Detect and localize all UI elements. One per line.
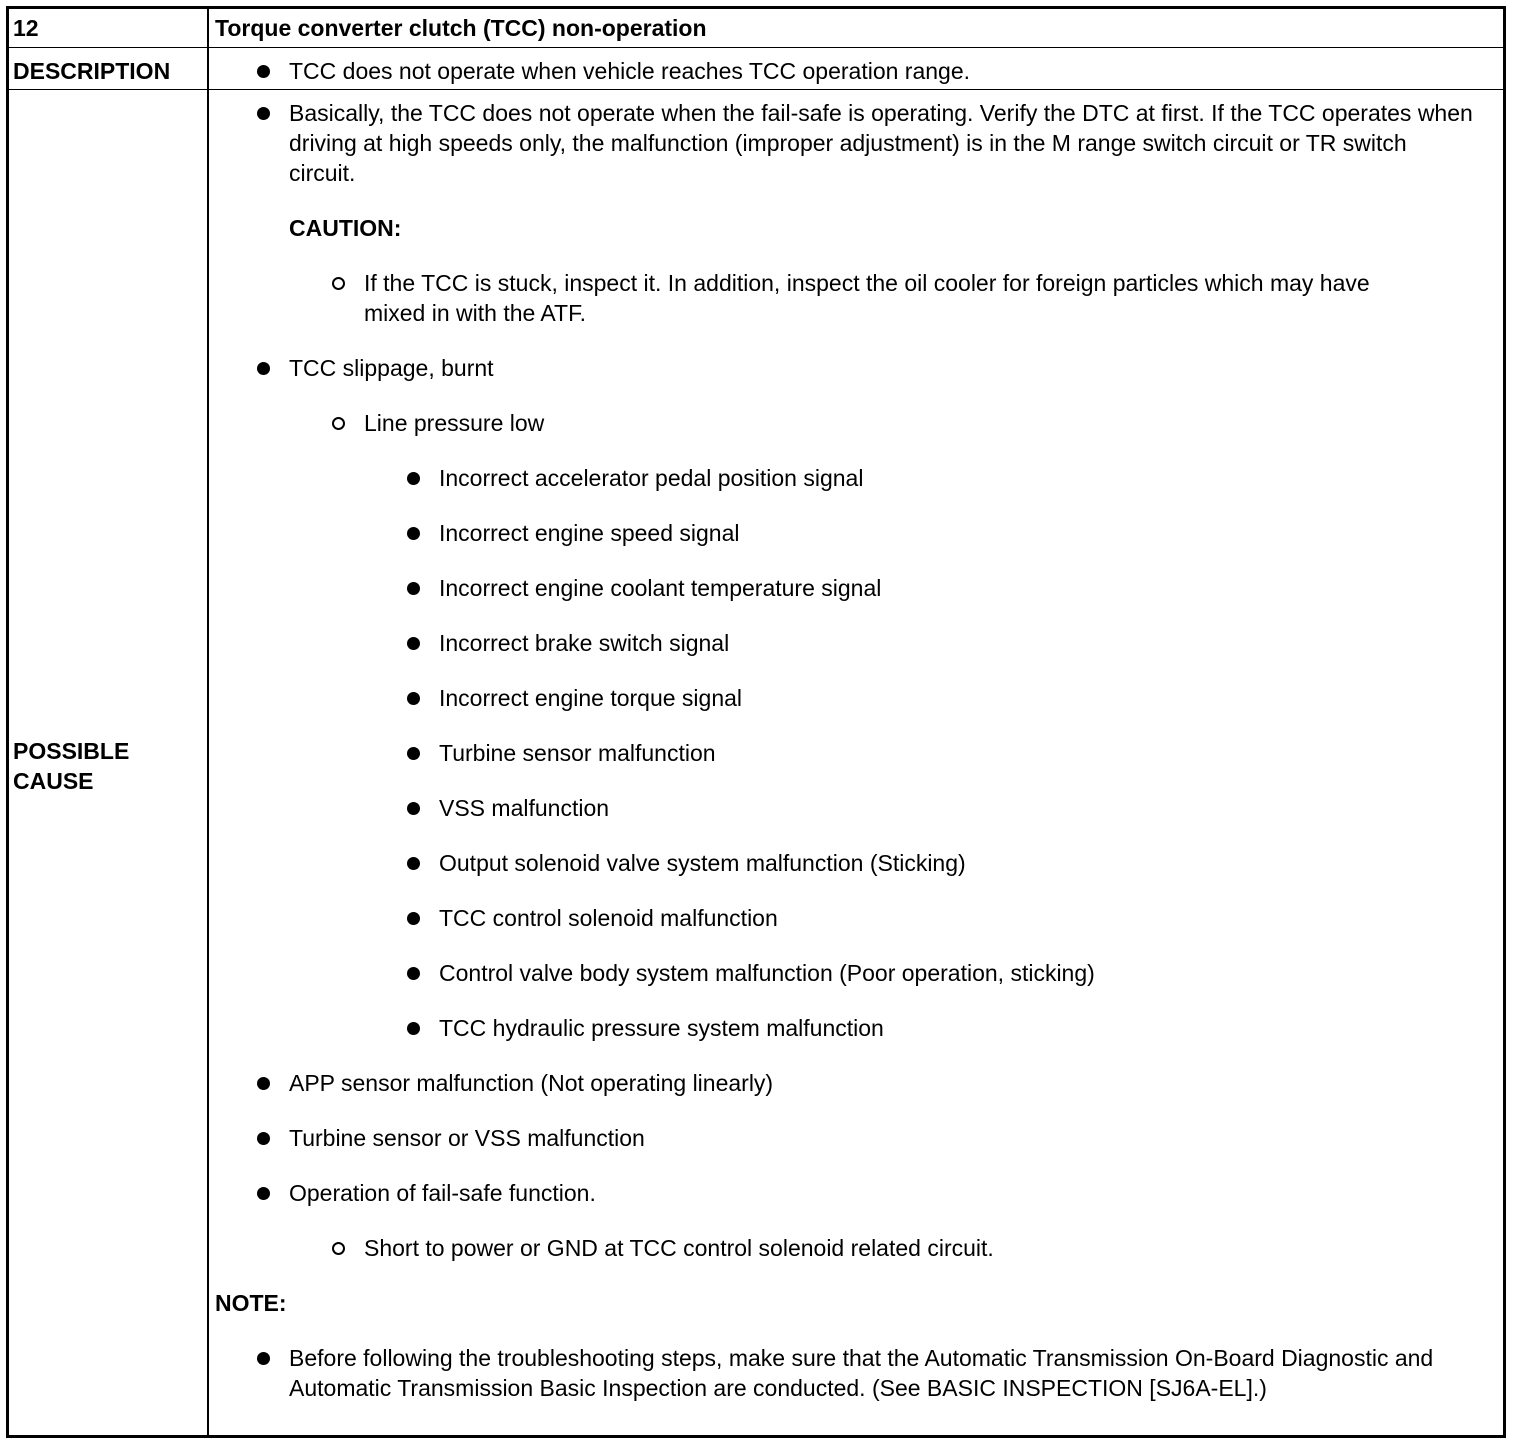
bullet-icon xyxy=(407,1022,420,1035)
possible-cause-label: POSSIBLE xyxy=(13,738,130,764)
bullet-icon xyxy=(407,747,420,760)
list-item: Output solenoid valve system malfunction (Sticking) xyxy=(439,850,966,876)
caution-label: CAUTION: xyxy=(289,215,402,241)
column-divider xyxy=(207,6,209,1438)
caution-text: If the TCC is stuck, inspect it. In addition, inspect the oil cooler for foreign particles which may have mixed in with the ATF. xyxy=(364,270,1370,326)
bullet-icon xyxy=(407,527,420,540)
list-item: Incorrect engine coolant temperature signal xyxy=(439,575,882,601)
note-label: NOTE: xyxy=(215,1290,287,1316)
row-divider xyxy=(6,47,1506,48)
description-text: TCC does not operate when vehicle reaches TCC operation range. xyxy=(289,58,971,84)
bullet-icon xyxy=(257,1077,270,1090)
list-item: Operation of fail-safe function. xyxy=(289,1180,596,1206)
list-item: Short to power or GND at TCC control solenoid related circuit. xyxy=(364,1235,994,1261)
bullet-icon xyxy=(257,362,270,375)
bullet-icon xyxy=(257,107,270,120)
list-item: Line pressure low xyxy=(364,410,545,436)
row-divider xyxy=(6,89,1506,90)
bullet-icon xyxy=(257,1187,270,1200)
list-item: VSS malfunction xyxy=(439,795,610,821)
list-item: Incorrect engine torque signal xyxy=(439,685,743,711)
list-item: Control valve body system malfunction (Poor operation, sticking) xyxy=(439,960,1095,986)
bullet-icon xyxy=(407,967,420,980)
table-frame xyxy=(6,6,1506,1438)
bullet-icon xyxy=(407,582,420,595)
bullet-icon xyxy=(407,692,420,705)
list-item: Turbine sensor or VSS malfunction xyxy=(289,1125,645,1151)
list-item: TCC control solenoid malfunction xyxy=(439,905,778,931)
list-item: Incorrect accelerator pedal position signal xyxy=(439,465,864,491)
circle-bullet-icon xyxy=(332,417,345,430)
note-text: Before following the troubleshooting steps, make sure that the Automatic Transmission On-Board Diagnostic and Automatic Transmission Basic Inspection are conducted. (See BASIC INSPECTION [SJ6A-EL].) xyxy=(289,1345,1434,1401)
list-item: APP sensor malfunction (Not operating linearly) xyxy=(289,1070,774,1096)
table-title: Torque converter clutch (TCC) non-operation xyxy=(215,15,707,41)
bullet-icon xyxy=(257,1132,270,1145)
list-item: TCC slippage, burnt xyxy=(289,355,494,381)
bullet-icon xyxy=(407,472,420,485)
basically-text: Basically, the TCC does not operate when the fail-safe is operating. Verify the DTC at first. If the TCC operates when driving at high speeds only, the malfunction (improper adjustment) is in the M range switch circuit or TR switch circuit. xyxy=(289,100,1473,186)
bullet-icon xyxy=(257,65,270,78)
bullet-icon xyxy=(407,637,420,650)
bullet-icon xyxy=(407,857,420,870)
description-label: DESCRIPTION xyxy=(13,58,171,84)
circle-bullet-icon xyxy=(332,1242,345,1255)
item-number: 12 xyxy=(13,15,39,41)
list-item: Turbine sensor malfunction xyxy=(439,740,716,766)
circle-bullet-icon xyxy=(332,277,345,290)
bullet-icon xyxy=(407,802,420,815)
list-item: Incorrect engine speed signal xyxy=(439,520,740,546)
list-item: TCC hydraulic pressure system malfunction xyxy=(439,1015,884,1041)
possible-cause-label: CAUSE xyxy=(13,768,94,794)
list-item: Incorrect brake switch signal xyxy=(439,630,730,656)
bullet-icon xyxy=(257,1352,270,1365)
bullet-icon xyxy=(407,912,420,925)
